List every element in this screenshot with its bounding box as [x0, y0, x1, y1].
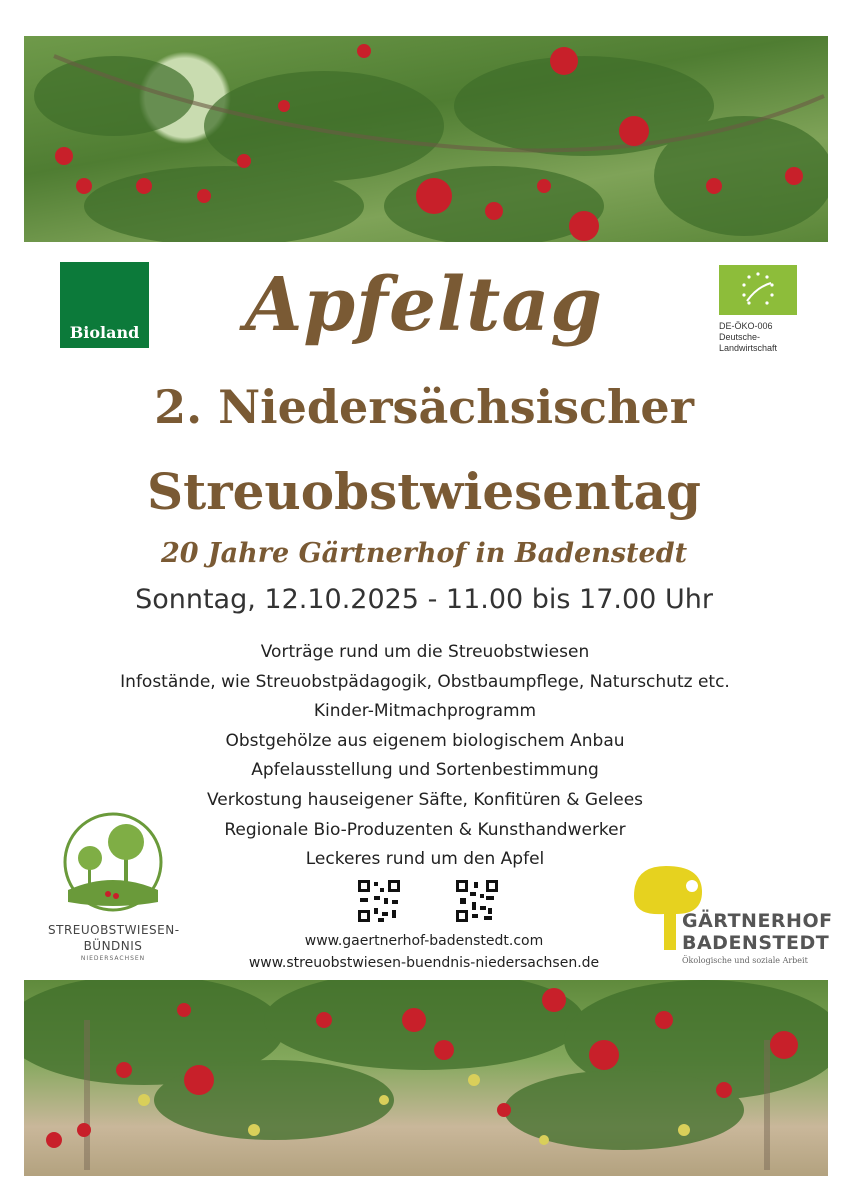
list-item: Verkostung hauseigener Säfte, Konfitüren & Gelees	[206, 789, 644, 810]
subtitle-line-2: Streuobstwiesentag	[147, 462, 701, 521]
list-item: Infostände, wie Streuobstpädagogik, Obstbaumpflege, Naturschutz etc.	[120, 671, 730, 692]
streuobst-logo-name: STREUOBSTWIESEN- BÜNDNIS	[48, 923, 180, 953]
list-item: Vorträge rund um die Streuobstwiesen	[260, 642, 590, 662]
gaertnerhof-name-2: BADENSTEDT	[682, 932, 830, 954]
program-list	[100, 638, 750, 875]
subtitle-line-1: 2. Niedersächsischer	[154, 380, 694, 434]
gaertnerhof-name-1: GÄRTNERHOF	[682, 910, 833, 932]
bioland-logo-text: Bioland	[69, 323, 140, 342]
page-title: Apfeltag	[244, 262, 604, 348]
gaertnerhof-tagline: Ökologische und soziale Arbeit	[682, 956, 808, 965]
qr-code-icon[interactable]	[456, 880, 498, 922]
event-date: Sonntag, 12.10.2025 - 11.00 bis 17.00 Uhr	[135, 584, 713, 615]
eu-organic-code: DE-ÖKO-006 Deutsche- Landwirtschaft	[719, 321, 778, 353]
gaertnerhof-badenstedt-logo	[630, 862, 833, 972]
list-item: Regionale Bio-Produzenten & Kunsthandwerker	[224, 819, 626, 840]
apple-branches-bottom	[24, 980, 828, 1176]
streuobst-logo-sub: NIEDERSACHSEN	[80, 955, 146, 962]
anniversary-line: 20 Jahre Gärtnerhof in Badenstedt	[160, 538, 688, 569]
streuobst-url[interactable]: www.streuobstwiesen-buendnis-niedersachsen.de	[248, 955, 600, 971]
list-item: Obstgehölze aus eigenem biologischem Anbau	[225, 730, 625, 751]
bottom-apple-photo	[24, 980, 828, 1176]
top-apple-photo	[24, 36, 828, 242]
list-item: Apfelausstellung und Sortenbestimmung	[251, 760, 599, 781]
apple-branches-top	[24, 36, 828, 242]
gaertnerhof-url[interactable]: www.gaertnerhof-badenstedt.com	[304, 933, 544, 949]
list-item: Leckeres rund um den Apfel	[305, 849, 545, 870]
qr-code-icon[interactable]	[358, 880, 400, 922]
tree-circle-icon	[48, 810, 178, 918]
list-item: Kinder-Mitmachprogramm	[313, 701, 537, 722]
